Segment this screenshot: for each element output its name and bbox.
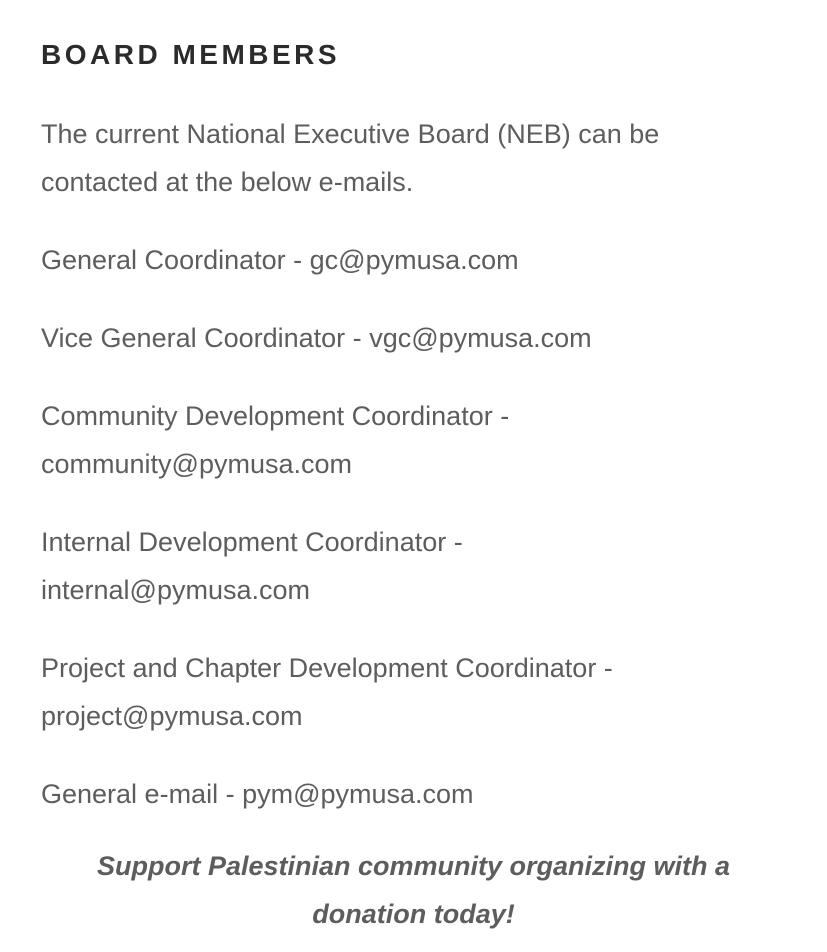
email-link-vgc[interactable]: vgc@pymusa.com [369,323,592,353]
board-members-section [41,0,801,818]
contact-role: Community Development Coordinator - [41,401,510,431]
contact-general-coordinator [41,236,761,284]
email-link-internal[interactable]: internal@pymusa.com [41,575,311,605]
intro-line-2: contacted at the below e-mails. [41,167,414,197]
intro-line-1: The current National Executive Board (NEB) can be [41,119,660,149]
email-link-pym[interactable]: pym@pymusa.com [242,779,474,809]
section-title: BOARD MEMBERS [41,39,341,70]
contact-general-email [41,770,761,818]
cta-line-1: Support Palestinian community organizing with a [96,851,731,881]
contact-role: General Coordinator - [41,245,303,275]
contact-vice-general-coordinator [41,314,761,362]
contact-community-development-coordinator [41,392,761,488]
contact-role: Project and Chapter Development Coordinator - [41,653,613,683]
email-link-project[interactable]: project@pymusa.com [41,701,303,731]
contact-role: General e-mail - [41,779,235,809]
contact-role: Internal Development Coordinator - [41,527,463,557]
email-link-community[interactable]: community@pymusa.com [41,449,352,479]
contact-internal-development-coordinator [41,518,761,614]
contact-project-chapter-development-coordinator [41,644,761,740]
email-link-gc[interactable]: gc@pymusa.com [309,245,519,275]
cta-line-2: donation today! [312,899,515,929]
donation-call-to-action[interactable] [0,842,827,938]
intro-text [41,110,761,206]
contact-role: Vice General Coordinator - [41,323,362,353]
